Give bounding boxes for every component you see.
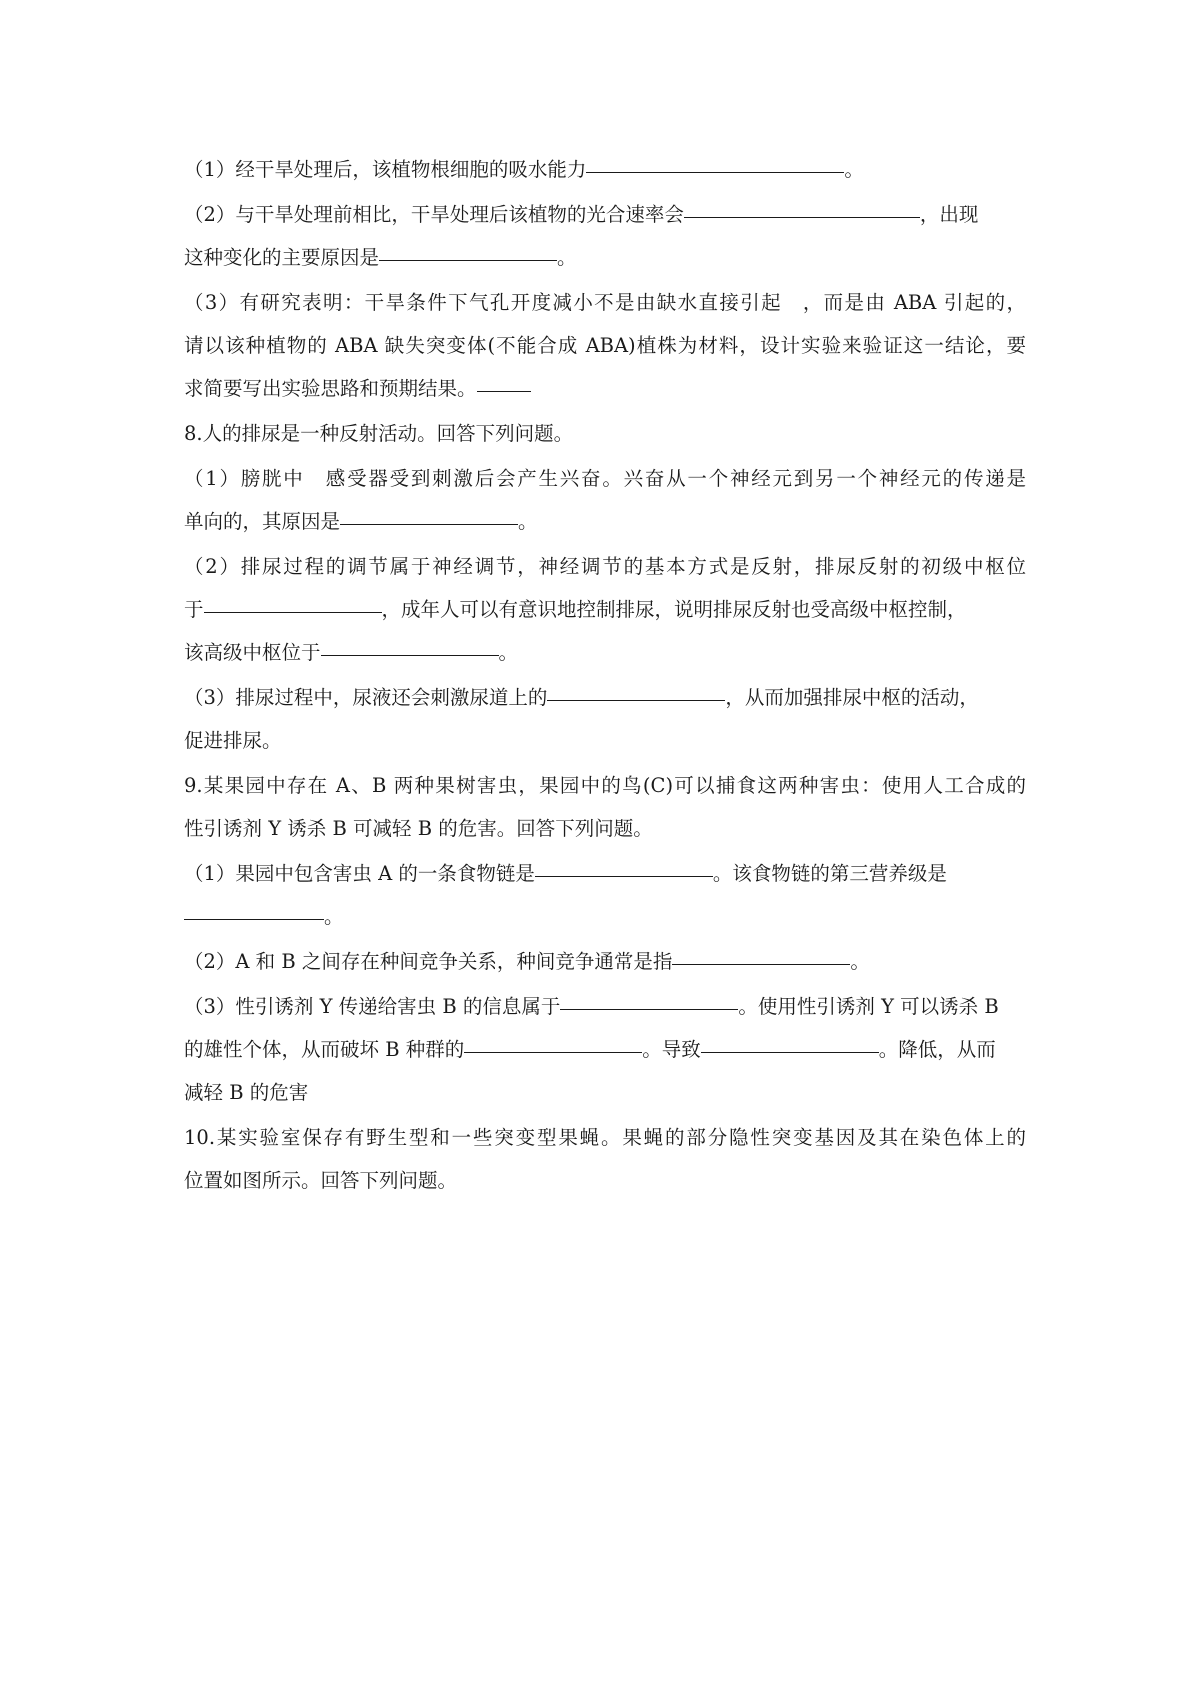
answer-blank[interactable] bbox=[684, 216, 920, 218]
answer-blank[interactable] bbox=[701, 1051, 879, 1053]
q9-part2 bbox=[184, 940, 1026, 983]
q9-part3-line2 bbox=[184, 1028, 1026, 1071]
q7-part2-line1 bbox=[184, 193, 1026, 236]
q7-part3-line1: （3）有研究表明：干旱条件下气孔开度减小不是由缺水直接引起 ，而是由 ABA 引起的， bbox=[184, 291, 1026, 314]
answer-blank[interactable] bbox=[560, 1008, 738, 1010]
q8-stem: 8.人的排尿是一种反射活动。回答下列问题。 bbox=[184, 422, 574, 445]
q8-part1-text: 单向的，其原因是 bbox=[184, 510, 341, 533]
q7-part3-line3 bbox=[184, 367, 1026, 410]
q7-part3-line2: 请以该种植物的 ABA 缺失突变体(不能合成 ABA)植株为材料，设计实验来验证这一结论，要 bbox=[184, 334, 1026, 357]
q10-stem-line2: 位置如图所示。回答下列问题。 bbox=[184, 1169, 458, 1192]
q7-part2-end: 。 bbox=[557, 246, 577, 269]
q9-part1-end: 。 bbox=[324, 905, 344, 928]
q8-part3-line1 bbox=[184, 676, 1026, 719]
q7-part2-text-b: ，出现 bbox=[919, 203, 979, 226]
q8-part3-line2: 促进排尿。 bbox=[184, 729, 282, 752]
q9-stem-line1: 9.某果园中存在 A、B 两种果树害虫，果园中的鸟(C)可以捕食这两种害虫：使用人工合成的 bbox=[184, 774, 1026, 797]
q9-part1-text-b: 。该食物链的第三营养级是 bbox=[712, 862, 947, 885]
answer-blank[interactable] bbox=[464, 1051, 642, 1053]
q8-part3-text: （3）排尿过程中，尿液还会刺激尿道上的 bbox=[184, 686, 548, 709]
q7-part2-text: （2）与干旱处理前相比，干旱处理后该植物的光合速率会 bbox=[184, 203, 684, 226]
answer-blank[interactable] bbox=[204, 611, 382, 613]
q8-part3-text-b: ，从而加强排尿中枢的活动， bbox=[725, 686, 979, 709]
q7-part1-end: 。 bbox=[844, 158, 864, 181]
q7-part2-text-c: 这种变化的主要原因是 bbox=[184, 246, 380, 269]
q8-part2-line3 bbox=[184, 631, 1026, 674]
answer-blank[interactable] bbox=[340, 523, 518, 525]
q7-part3-text: 求简要写出实验思路和预期结果。 bbox=[184, 377, 477, 400]
q9-part3-line1 bbox=[184, 985, 1026, 1028]
q9-part1-line2 bbox=[184, 895, 1026, 938]
q8-part2-text-c: 该高级中枢位于 bbox=[184, 641, 321, 664]
answer-blank[interactable] bbox=[586, 171, 844, 173]
q9-part3-line3: 减轻 B 的危害 bbox=[184, 1081, 309, 1104]
q9-part3-text-d: 。导致 bbox=[642, 1038, 701, 1061]
answer-blank[interactable] bbox=[379, 259, 557, 261]
q7-part1 bbox=[184, 148, 1026, 191]
q9-part2-end: 。 bbox=[850, 950, 870, 973]
q9-part3-text-e: 。降低，从而 bbox=[878, 1038, 996, 1061]
answer-blank[interactable] bbox=[535, 875, 713, 877]
q9-part1-text: （1）果园中包含害虫 A 的一条食物链是 bbox=[184, 862, 535, 885]
answer-blank[interactable] bbox=[184, 918, 324, 920]
q7-part1-text: （1）经干旱处理后，该植物根细胞的吸水能力 bbox=[184, 158, 587, 181]
q8-part2-text-b: ，成年人可以有意识地控制排尿，说明排尿反射也受高级中枢控制， bbox=[381, 598, 967, 621]
answer-blank[interactable] bbox=[477, 390, 531, 392]
question-content bbox=[184, 148, 1026, 1202]
q8-part2-line2 bbox=[184, 588, 1026, 631]
q9-stem-line2: 性引诱剂 Y 诱杀 B 可减轻 B 的危害。回答下列问题。 bbox=[184, 817, 653, 840]
q9-part1-line1 bbox=[184, 852, 1026, 895]
answer-blank[interactable] bbox=[547, 699, 725, 701]
q9-part3-text-c: 的雄性个体，从而破坏 B 种群的 bbox=[184, 1038, 465, 1061]
q7-part2-line2 bbox=[184, 236, 1026, 279]
q9-part3-text: （3）性引诱剂 Y 传递给害虫 B 的信息属于 bbox=[184, 995, 561, 1018]
q8-part1-line2 bbox=[184, 500, 1026, 543]
q8-part2-line1: （2）排尿过程的调节属于神经调节，神经调节的基本方式是反射，排尿反射的初级中枢位 bbox=[184, 555, 1026, 578]
q8-part2-text: 于 bbox=[184, 598, 204, 621]
answer-blank[interactable] bbox=[321, 654, 499, 656]
answer-blank[interactable] bbox=[672, 963, 850, 965]
q10-stem-line1: 10.某实验室保存有野生型和一些突变型果蝇。果蝇的部分隐性突变基因及其在染色体上的 bbox=[184, 1126, 1026, 1149]
q8-part2-end: 。 bbox=[498, 641, 519, 664]
q9-part2-text: （2）A 和 B 之间存在种间竞争关系，种间竞争通常是指 bbox=[184, 950, 673, 973]
q8-part1-end: 。 bbox=[518, 510, 538, 533]
q8-part1-line1: （1）膀胱中 感受器受到刺激后会产生兴奋。兴奋从一个神经元到另一个神经元的传递是 bbox=[184, 467, 1026, 490]
q9-part3-text-b: 。使用性引诱剂 Y 可以诱杀 B bbox=[738, 995, 999, 1018]
